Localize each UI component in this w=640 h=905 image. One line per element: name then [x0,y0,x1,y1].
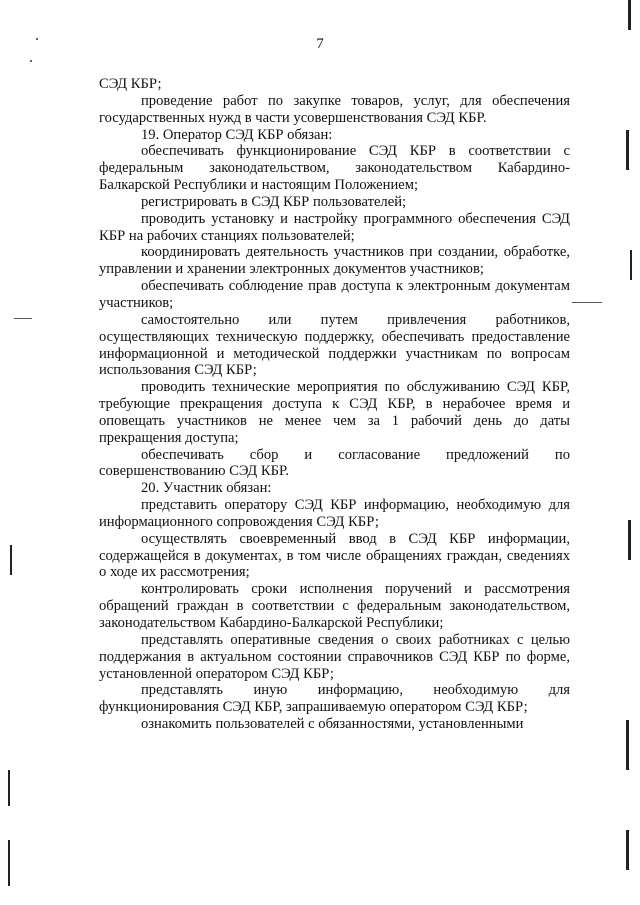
scan-dash [14,318,32,319]
section-heading: 19. Оператор СЭД КБР обязан: [141,126,333,143]
paragraph: обеспечивать соблюдение прав доступа к электронным документам участников; [99,278,570,311]
paragraph: представлять оперативные сведения о своих работниках с целью поддержания в актуальном состоянии справочников СЭД КБР по форме, установленной оператором СЭД КБР; [99,631,570,682]
page-number: 7 [316,36,324,52]
scan-edge-line [8,770,10,806]
paragraph: ознакомить пользователей с обязанностями, установленными [141,716,524,733]
paragraph: проведение работ по закупке товаров, услуг, для обеспечения государственных нужд в части усовершенствования СЭД КБР. [99,92,570,126]
scan-edge-line [630,250,632,280]
scan-edge-line [626,830,629,870]
paragraph: регистрировать в СЭД КБР пользователей; [141,193,407,210]
scan-edge-line [628,520,631,560]
paragraph: координировать деятельность участников при создании, обработке, управлении и хранении электронных документов участников; [99,244,570,278]
paragraph: СЭД КБР; [99,76,162,92]
paragraph: представить оператору СЭД КБР информацию, необходимую для информационного сопровождения СЭД КБР; [99,497,570,530]
scan-edge-line [8,840,10,886]
paragraph: контролировать сроки исполнения поручений и рассмотрения обращений граждан в соответствии с федеральным законодательством, законодательством Кабардино-Балкарской Республики; [99,581,570,631]
paragraph: проводить установку и настройку программного обеспечения СЭД КБР на рабочих станциях пользователей; [99,210,570,244]
scan-edge-line [628,0,631,30]
scan-edge-line [626,130,629,170]
paragraph: обеспечивать функционирование СЭД КБР в соответствии с федеральным законодательством, законодательством Кабардино-Балкарской Республики и настоящим Положением; [99,143,570,194]
scan-edge-line [10,545,12,575]
paragraph: самостоятельно или путем привлечения работников, осуществляющих техническую поддержку, обеспечивать предоставление информационной и методической поддержки участникам по вопросам использования СЭД КБР; [99,311,570,379]
scan-speck [30,60,32,62]
paragraph: обеспечивать сбор и согласование предложений по совершенствованию СЭД КБР. [99,446,570,480]
scan-edge-line [626,720,629,770]
paragraph: представлять иную информацию, необходимую для функционирования СЭД КБР, запрашиваемую оператором СЭД КБР; [99,682,570,716]
paragraph: проводить технические мероприятия по обслуживанию СЭД КБР, требующие прекращения доступа к СЭД КБР, в нерабочее время и оповещать участников не менее чем за 1 рабочий день до даты прекращения доступа; [99,379,570,446]
scan-speck [36,38,38,40]
paragraph: осуществлять своевременный ввод в СЭД КБР информации, содержащейся в документах, в том числе обращениях граждан, сведениях о ходе их рассмотрения; [99,530,570,581]
section-heading: 20. Участник обязан: [141,480,272,497]
scan-dash [572,302,602,303]
document-body [99,76,570,733]
